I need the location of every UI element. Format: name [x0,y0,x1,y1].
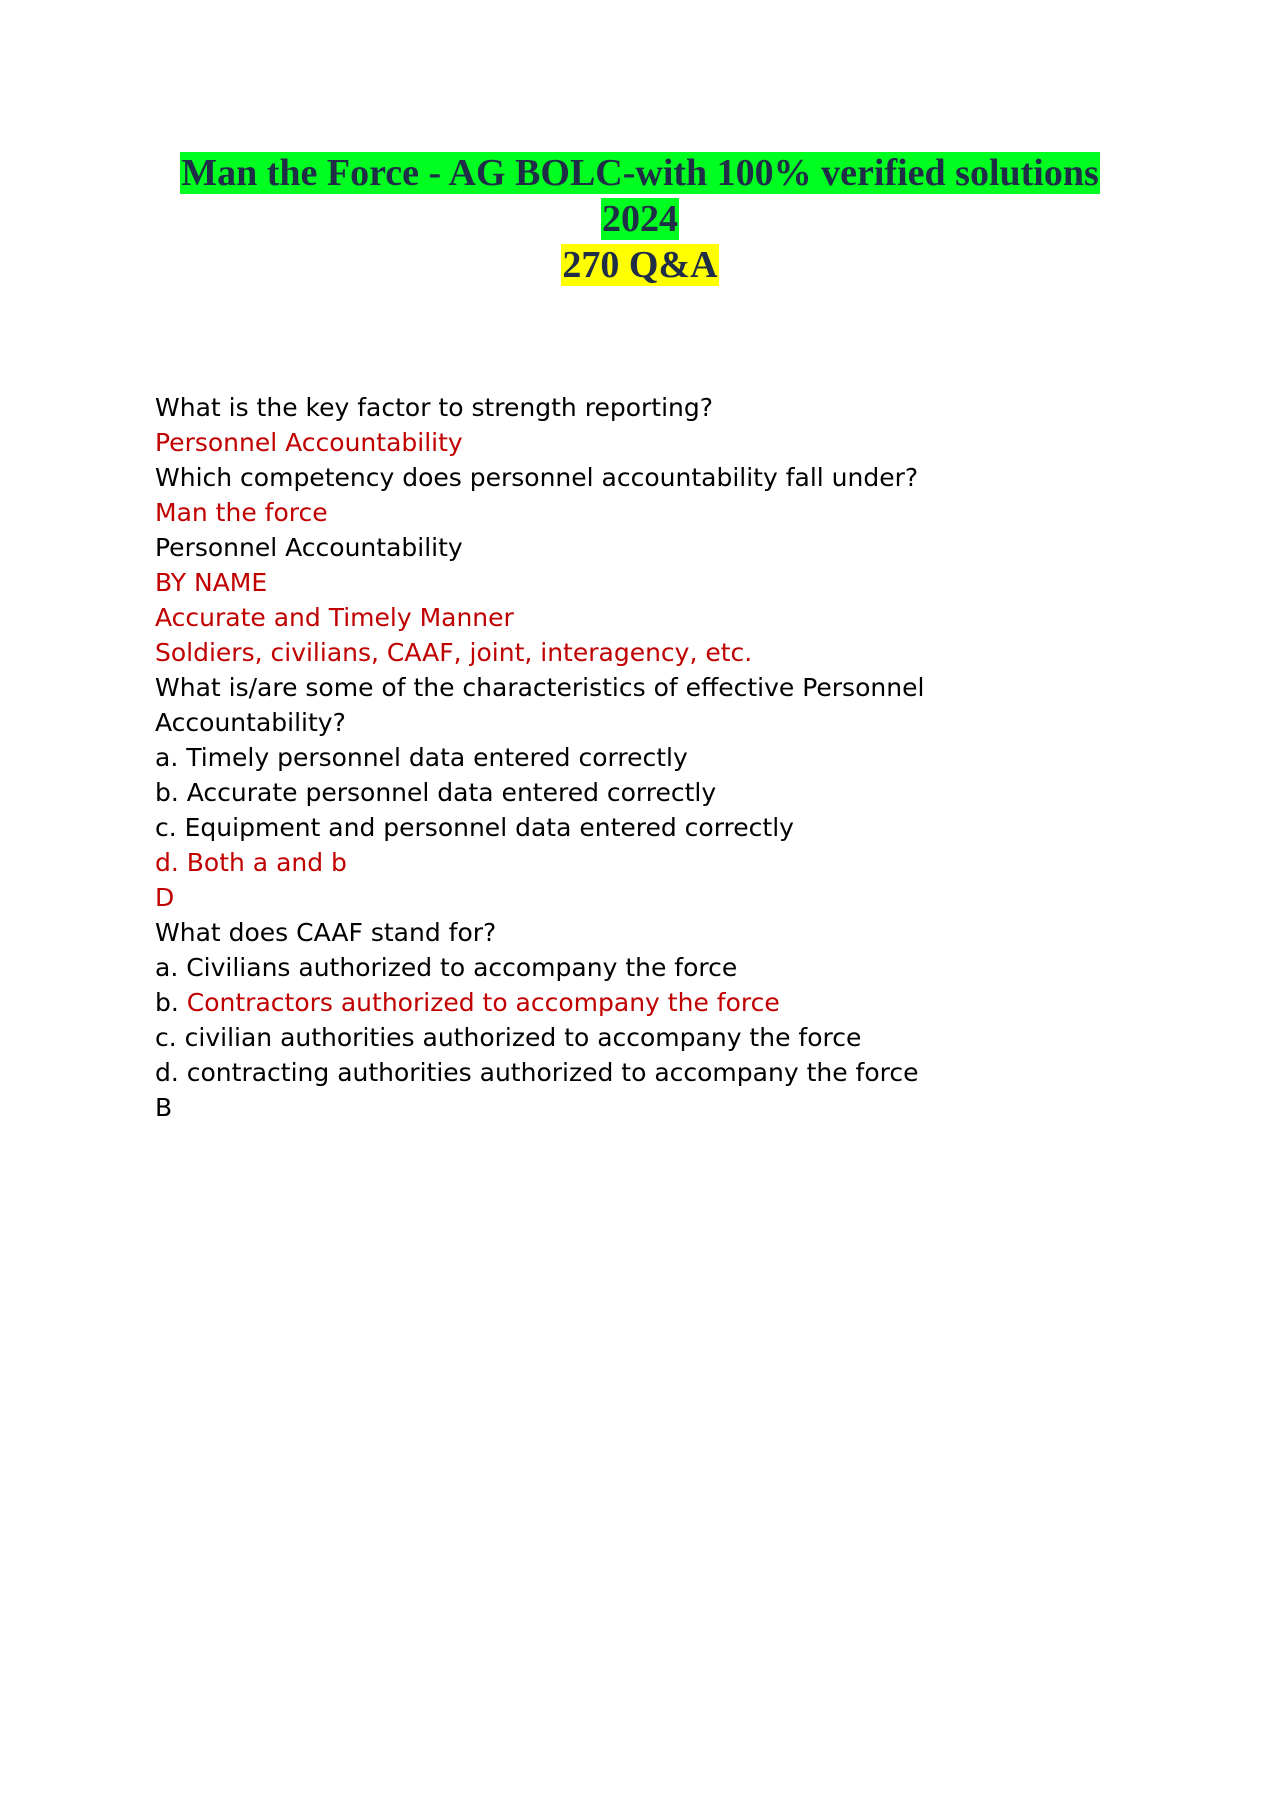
answer-1: Personnel Accountability [155,428,463,457]
question-3: Personnel Accountability [155,533,463,562]
option-5a: a. Civilians authorized to accompany the force [155,953,738,982]
question-2: Which competency does personnel accountability fall under? [155,463,919,492]
option-4a: a. Timely personnel data entered correctly [155,743,688,772]
option-5b [155,985,1155,1020]
title-line-1: Man the Force - AG BOLC-with 100% verified solutions [181,152,1099,194]
question-1: What is the key factor to strength reporting? [155,393,713,422]
question-5: What does CAAF stand for? [155,918,497,947]
option-5d: d. contracting authorities authorized to accompany the force [155,1058,919,1087]
title-line-3: 270 Q&A [562,244,718,286]
qa-content [155,390,1155,1125]
option-5b-prefix: b. [155,988,179,1017]
answer-5: B [155,1093,173,1122]
answer-3-line-1: BY NAME [155,568,268,597]
answer-3-line-2: Accurate and Timely Manner [155,603,514,632]
question-4: What is/are some of the characteristics of effective Personnel Accountability? [155,673,925,737]
option-4b: b. Accurate personnel data entered correctly [155,778,717,807]
answer-3-line-3: Soldiers, civilians, CAAF, joint, interagency, etc. [155,638,753,667]
option-4d: d. Both a and b [155,848,347,877]
document-title [0,150,1280,288]
option-5b-text: Contractors authorized to accompany the force [178,988,780,1017]
option-4c: c. Equipment and personnel data entered correctly [155,813,794,842]
option-5c: c. civilian authorities authorized to accompany the force [155,1023,862,1052]
title-line-2: 2024 [602,198,678,240]
answer-4: D [155,883,175,912]
answer-2: Man the force [155,498,328,527]
